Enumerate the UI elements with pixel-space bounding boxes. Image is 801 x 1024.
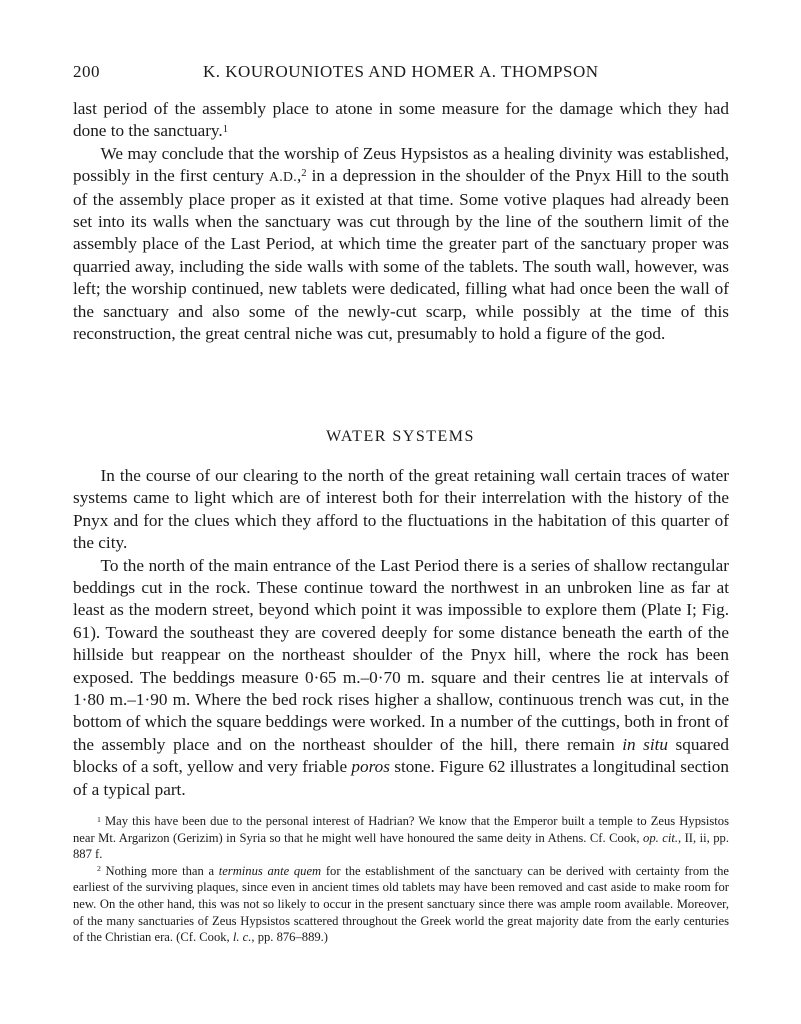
footnote-text: May this have been due to the personal interest of Hadrian? We know that the Emperor built a temple to Zeus Hypsistos near Mt. Argarizon (Gerizim) in Syria so that he might well have honoured the same deity in Athens. Cf. Cook,	[73, 814, 729, 845]
italic-term: op. cit.	[643, 830, 678, 845]
italic-term: in situ	[622, 734, 668, 754]
paragraph-text: last period of the assembly place to atone in some measure for the damage which they had done to the sanctuary.	[73, 99, 729, 141]
paragraph-text: To the north of the main entrance of the Last Period there is a series of shallow rectangular beddings cut in the rock. These continue toward the northwest in an unbroken line as far at least as the modern street, beyond which point it was impossible to explore them (Plate I; Fig. 61). Toward the southeast they are covered deeply for some distance beneath the earth of the hillside but reappear on the northeast shoulder of the Pnyx hill, where the rock has been exposed. The beddings measure 0·65 m.–0·70 m. square and their centres lie at intervals of 1·80 m.–1·90 m. Where the bed rock rises higher a shallow, continuous trench was cut, in the bottom of which the square beddings were worked. In a number of the cuttings, both in front of the assembly place and on the northeast shoulder of the hill, there remain	[73, 555, 729, 754]
running-head	[73, 62, 729, 86]
paragraph-text: We may conclude that the worship of Zeus Hypsistos as a healing divinity was established, possibly in the first century	[73, 143, 729, 186]
paragraph	[73, 555, 729, 801]
paragraph	[73, 98, 729, 143]
footnotes	[73, 813, 729, 946]
running-title: K. KOUROUNIOTES AND HOMER A. THOMPSON	[203, 62, 599, 81]
footnote-ref: 2	[301, 168, 307, 180]
footnote-text: Nothing more than a	[100, 863, 219, 878]
paragraph-text: squared blocks of a soft, yellow and very friable	[73, 734, 730, 777]
footnote-text: , II, ii, pp. 887 f.	[73, 830, 729, 862]
footnote	[73, 813, 729, 863]
paragraph-text: stone. Figure 62 illustrates a longitudinal section of a typical part.	[73, 757, 729, 799]
paragraph-text: In the course of our clearing to the north of the great retaining wall certain traces of water systems came to light which are of interest both for their interrelation with the history of the Pnyx and for the clues which they afford to the fluctuations in the habitation of this quarter of the city.	[73, 466, 729, 553]
body-text-lower	[73, 465, 729, 801]
paragraph-text: in a depression in the shoulder of the Pnyx Hill to the south of the assembly place proper as it existed at that time. Some votive plaques had already been set into its walls when the sanctuary was cut through by the line of the southern limit of the assembly place of the Last Period, at which time the greater part of the sanctuary proper was quarried away, including the side walls with some of the tablets. The south wall, however, was left; the worship continued, new tablets were dedicated, filling what had once been the wall of the sanctuary and also some of the newly-cut scarp, while possibly at the time of this reconstruction, the great central niche was cut, presumably to hold a figure of the god.	[73, 166, 729, 344]
footnote-text: for the establishment of the sanctuary can be derived with certainty from the earliest of the surviving plaques, since even in ancient times old tablets may have been removed and cast aside to make room for new. On the other hand, this was not so likely to occur in the present sanctuary since there was ample room available. Moreover, of the many sanctuaries of Zeus Hypsistos scattered throughout the Greek world the great majority date from the early centuries of the Christian era. (Cf. Cook,	[73, 863, 729, 945]
footnote-marker: 2	[96, 864, 101, 874]
paragraph-text: ,	[296, 166, 302, 186]
footnote	[73, 863, 729, 946]
footnote-marker: 1	[96, 814, 101, 824]
page-number: 200	[73, 62, 100, 81]
body-text-upper	[73, 98, 729, 345]
era-abbreviation: A.D.	[269, 169, 297, 185]
paragraph	[73, 465, 729, 555]
italic-term: poros	[351, 757, 390, 777]
footnote-text: , pp. 876–889.)	[251, 930, 328, 945]
italic-term: terminus ante quem	[218, 863, 322, 878]
italic-term: l. c.	[232, 930, 252, 945]
footnote-ref: 1	[222, 123, 229, 135]
paragraph	[73, 143, 729, 346]
section-heading: WATER SYSTEMS	[326, 428, 475, 445]
